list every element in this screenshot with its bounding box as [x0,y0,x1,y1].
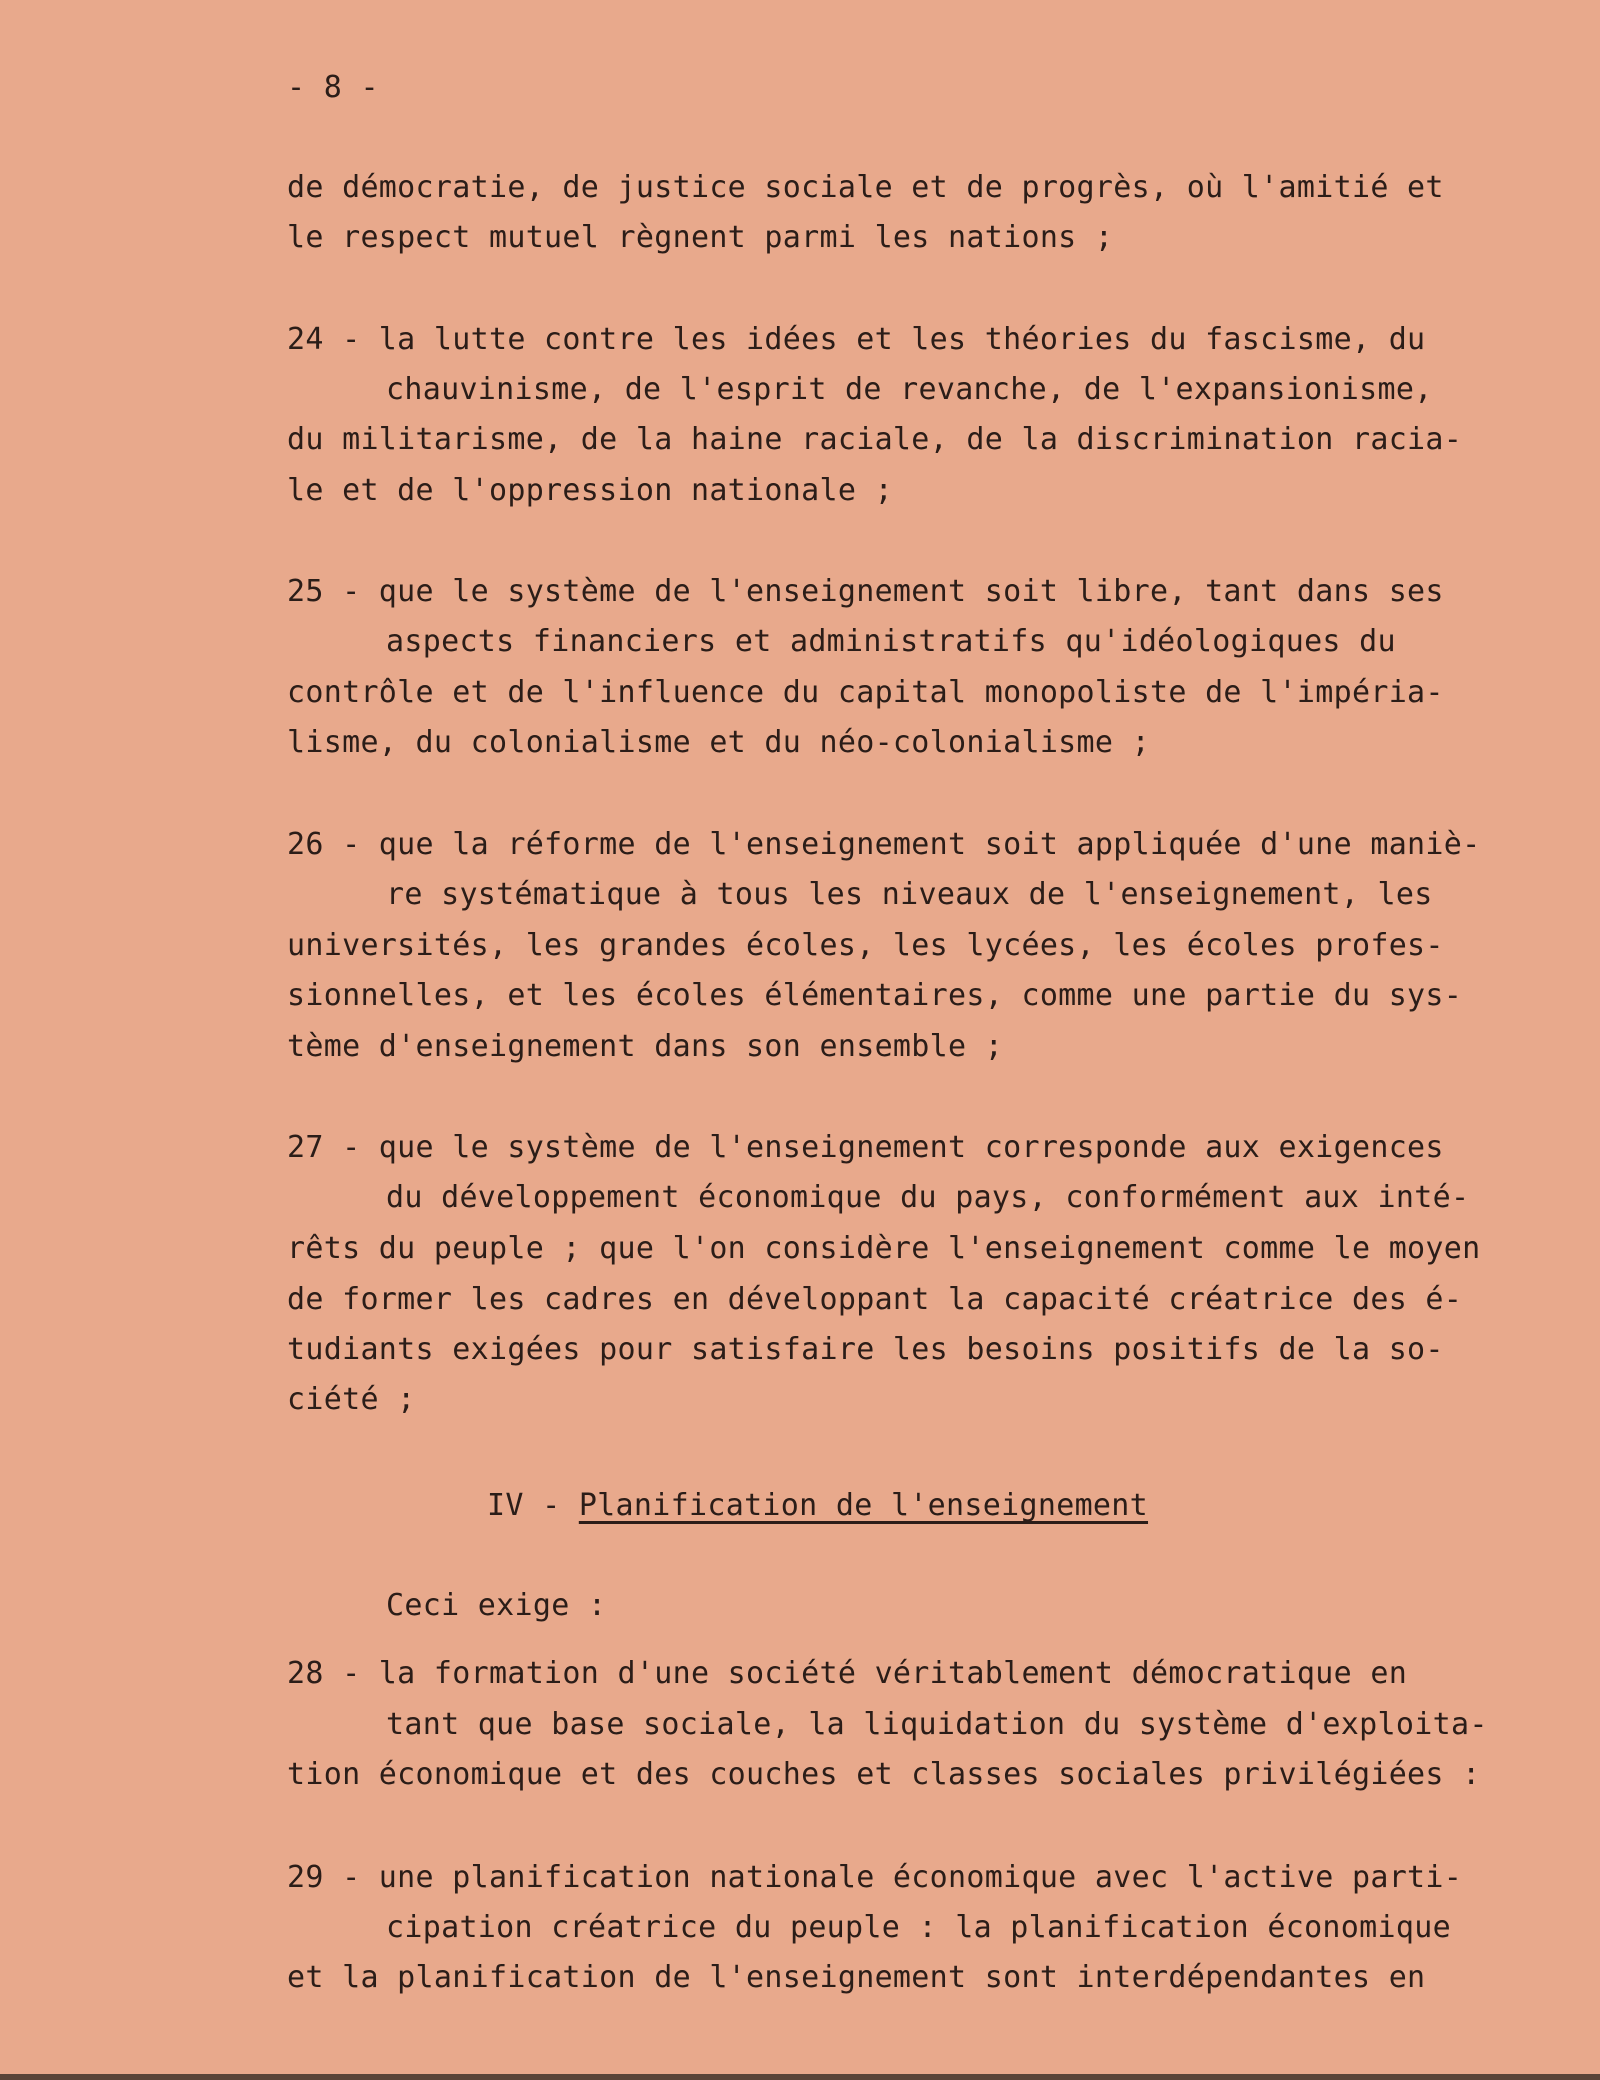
item-27-line: rêts du peuple ; que l'on considère l'enseignement comme le moyen [287,1231,1481,1266]
item-25-line: 25 - que le système de l'enseignement soit libre, tant dans ses [287,574,1444,609]
section-heading [487,1488,1148,1524]
intro-sentence: Ceci exige : [386,1588,607,1623]
item-26-line: 26 - que la réforme de l'enseignement soit appliquée d'une maniè- [287,827,1481,862]
item-25-line: contrôle et de l'influence du capital monopoliste de l'impéria- [287,675,1444,710]
item-24-line: 24 - la lutte contre les idées et les théories du fascisme, du [287,322,1426,357]
item-27-line: du développement économique du pays, conformément aux inté- [386,1180,1470,1215]
item-26-line: re systématique à tous les niveaux de l'enseignement, les [386,877,1433,912]
item-27-line: tudiants exigées pour satisfaire les besoins positifs de la so- [287,1332,1444,1367]
item-27-line: de former les cadres en développant la capacité créatrice des é- [287,1282,1463,1317]
item-28-line: tion économique et des couches et classes sociales privilégiées : [287,1757,1481,1792]
item-25-line: lisme, du colonialisme et du néo-colonialisme ; [287,725,1150,760]
item-25-line: aspects financiers et administratifs qu'idéologiques du [386,624,1396,659]
item-29-line: cipation créatrice du peuple : la planification économique [386,1910,1451,1945]
item-27-line: ciété ; [287,1382,416,1417]
item-24-line: du militarisme, de la haine raciale, de la discrimination racia- [287,422,1463,457]
item-24-line: le et de l'oppression nationale ; [287,473,893,508]
item-28-line: 28 - la formation d'une société véritablement démocratique en [287,1656,1408,1691]
paragraph-line: le respect mutuel règnent parmi les nations ; [287,220,1114,255]
section-title: Planification de l'enseignement [578,1488,1149,1523]
item-26-line: universités, les grandes écoles, les lycées, les écoles profes- [287,928,1444,963]
page-number: - 8 - [287,70,379,105]
item-26-line: tème d'enseignement dans son ensemble ; [287,1029,1004,1064]
item-27-line: 27 - que le système de l'enseignement corresponde aux exigences [287,1130,1444,1165]
item-29-line: 29 - une planification nationale économique avec l'active parti- [287,1860,1463,1895]
section-prefix: IV - [487,1488,579,1523]
item-24-line: chauvinisme, de l'esprit de revanche, de l'expansionisme, [386,372,1433,407]
page-bottom-edge [0,2074,1600,2080]
item-29-line: et la planification de l'enseignement sont interdépendantes en [287,1960,1426,1995]
paragraph-line: de démocratie, de justice sociale et de progrès, où l'amitié et [287,170,1444,205]
item-28-line: tant que base sociale, la liquidation du système d'exploita- [386,1707,1488,1742]
item-26-line: sionnelles, et les écoles élémentaires, comme une partie du sys- [287,978,1463,1013]
